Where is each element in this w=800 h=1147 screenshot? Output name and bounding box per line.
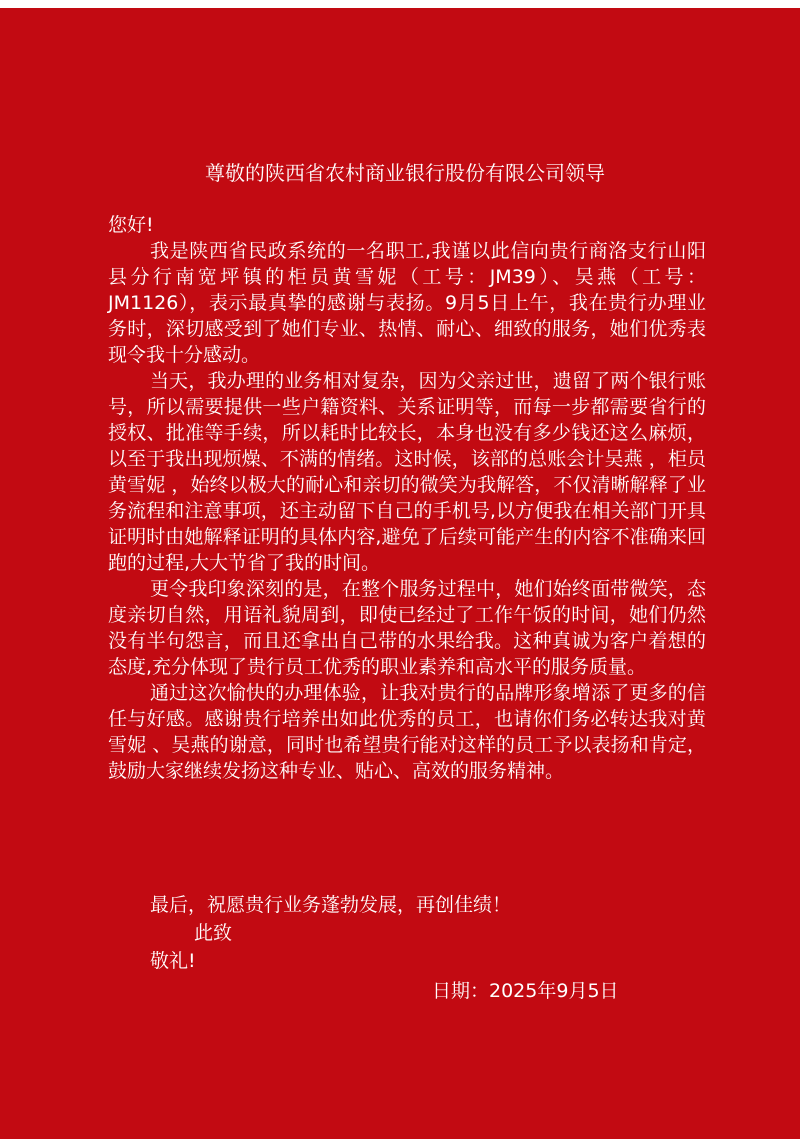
paragraph-4: 通过这次愉快的办理体验，让我对贵行的品牌形象增添了更多的信任与好感。感谢贵行培养出如此优秀的员工，也请你们务必转达我对黄雪妮 、吴燕的谢意，同时也希望贵行能对这样的员工予以表扬和肯定，鼓励大家继续发扬这种专业、贴心、高效的服务精神。 [108,682,706,782]
paragraph-2: 当天，我办理的业务相对复杂，因为父亲过世，遗留了两个银行账号，所以需要提供一些户籍资料、关系证明等，而每一步都需要省行的授权、批准等手续，所以耗时比较长，本身也没有多少钱还这么麻烦，以至于我出现烦燥、不满的情绪。这时候，该部的总账会计吴燕 ，柜员黄雪妮 ，始终以极大的耐心和亲切的微笑为我解答，不仅清晰解释了业务流程和注意事项，还主动留下自己的手机号,以方便我在相关部门开具证明时由她解释证明的具体内容,避免了后续可能产生的内容不准确来回跑的过程,大大节省了我的时间。 [108,370,706,574]
closing-jingli: 敬礼! [150,950,196,972]
greeting: 您好! [108,214,154,236]
letter-body [108,238,706,784]
letter-date: 日期：2025年9月5日 [432,980,619,1002]
closing-wish: 最后，祝愿贵行业务蓬勃发展，再创佳绩！ [150,894,512,916]
letter-page [0,8,800,1139]
letter-title: 尊敬的陕西省农村商业银行股份有限公司领导 [205,161,605,185]
paragraph-3: 更令我印象深刻的是，在整个服务过程中，她们始终面带微笑，态度亲切自然，用语礼貌周到，即使已经过了工作午饭的时间，她们仍然没有半句怨言，而且还拿出自己带的水果给我。这种真诚为客户着想的态度,充分体现了贵行员工优秀的职业素养和高水平的服务质量。 [108,578,706,678]
closing-cizhi: 此致 [194,922,233,944]
paragraph-1: 我是陕西省民政系统的一名职工,我谨以此信向贵行商洛支行山阳县分行南宽坪镇的柜员黄雪妮（工号：JM39）、吴燕（工号：JM1126），表示最真挚的感谢与表扬。9月5日上午，我在贵行办理业务时，深切感受到了她们专业、热情、耐心、细致的服务，她们优秀表现令我十分感动。 [108,240,706,366]
